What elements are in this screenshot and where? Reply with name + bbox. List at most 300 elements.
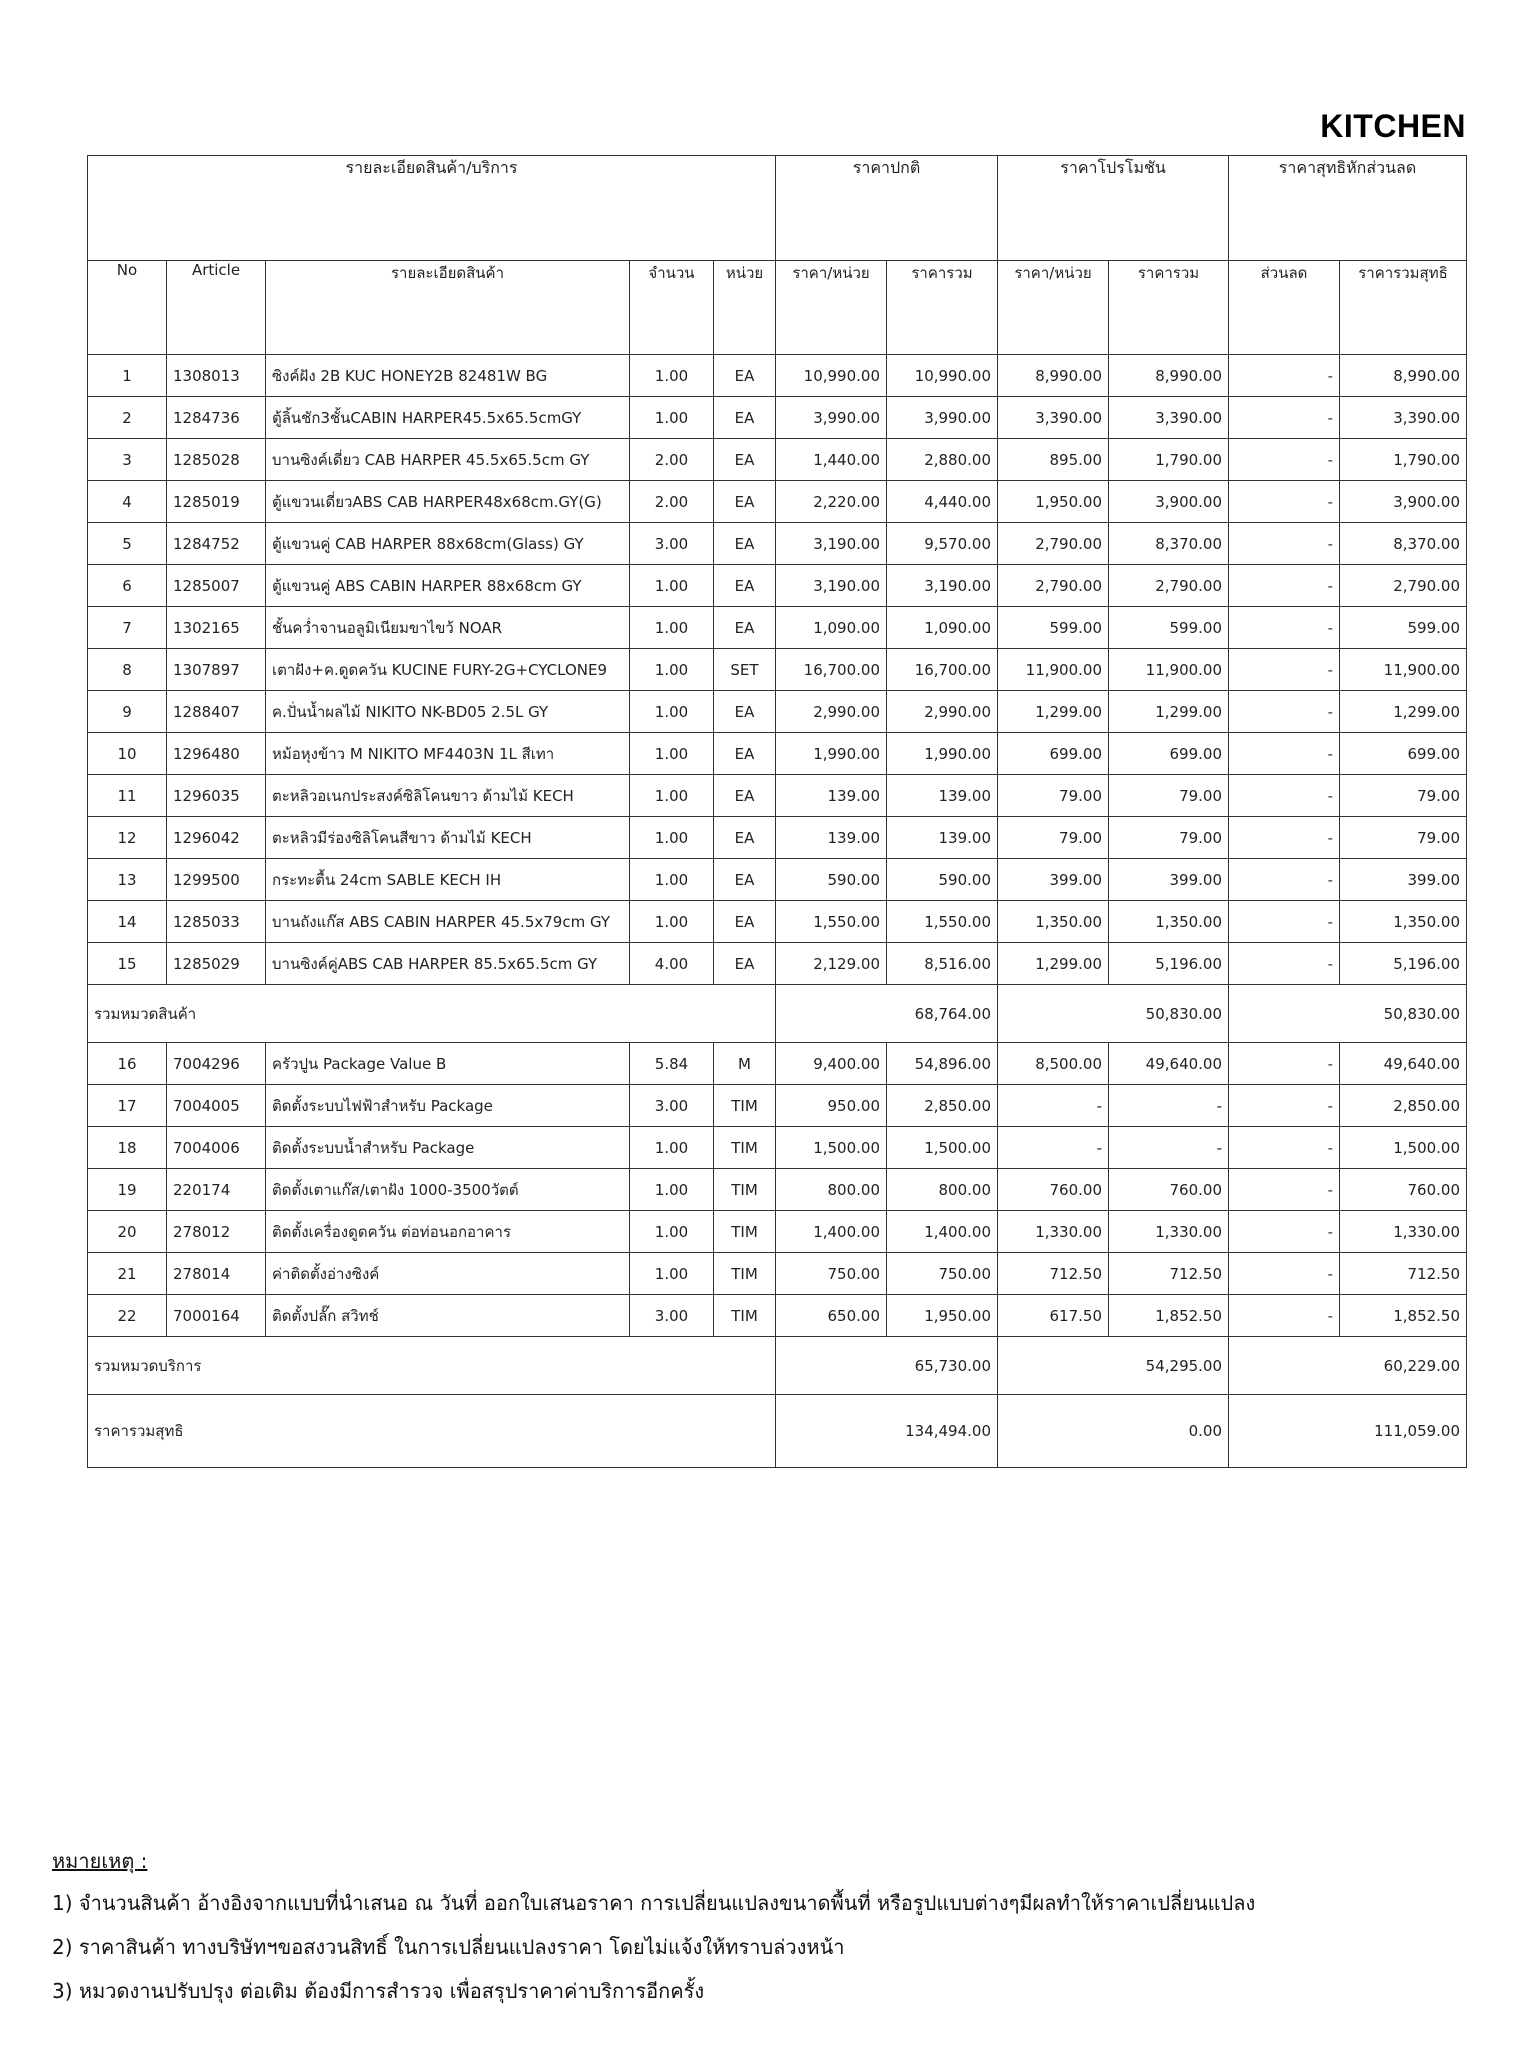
item-net-total: 760.00 bbox=[1340, 1169, 1467, 1211]
item-net-total: 712.50 bbox=[1340, 1253, 1467, 1295]
item-article: 1299500 bbox=[167, 859, 266, 901]
item-net-total: 11,900.00 bbox=[1340, 649, 1467, 691]
table-row bbox=[88, 691, 1467, 733]
item-net-total: 79.00 bbox=[1340, 775, 1467, 817]
item-total: 4,440.00 bbox=[887, 481, 998, 523]
services-subtotal-net: 60,229.00 bbox=[1229, 1337, 1467, 1395]
services-subtotal-row bbox=[88, 1337, 1467, 1395]
item-unit-price: 2,129.00 bbox=[776, 943, 887, 985]
item-promo-unit-price: 895.00 bbox=[998, 439, 1109, 481]
grand-total-row bbox=[88, 1395, 1467, 1468]
services-subtotal-label: รวมหมวดบริการ bbox=[88, 1337, 776, 1395]
grand-total-promo-total: 0.00 bbox=[998, 1395, 1229, 1468]
item-total: 139.00 bbox=[887, 775, 998, 817]
note-line: 1) จำนวนสินค้า อ้างอิงจากแบบที่นำเสนอ ณ วันที่ ออกใบเสนอราคา การเปลี่ยนแปลงขนาดพื้นที่ หรือรูปแบบต่างๆมีผลทำให้ราคาเปลี่ยนแปลง bbox=[52, 1891, 1256, 1915]
item-discount: - bbox=[1229, 1085, 1340, 1127]
item-unit-price: 139.00 bbox=[776, 817, 887, 859]
table-row bbox=[88, 523, 1467, 565]
item-promo-unit-price: 3,390.00 bbox=[998, 397, 1109, 439]
item-net-total: 5,196.00 bbox=[1340, 943, 1467, 985]
item-unit: EA bbox=[714, 565, 776, 607]
services-section bbox=[88, 1043, 1467, 1337]
item-qty: 1.00 bbox=[630, 691, 714, 733]
notes-title: หมายเหตุ : bbox=[52, 1849, 148, 1873]
item-unit: EA bbox=[714, 523, 776, 565]
item-no: 9 bbox=[88, 691, 167, 733]
item-net-total: 1,330.00 bbox=[1340, 1211, 1467, 1253]
item-qty: 4.00 bbox=[630, 943, 714, 985]
item-unit: EA bbox=[714, 607, 776, 649]
item-total: 2,850.00 bbox=[887, 1085, 998, 1127]
item-no: 17 bbox=[88, 1085, 167, 1127]
item-qty: 1.00 bbox=[630, 817, 714, 859]
item-total: 750.00 bbox=[887, 1253, 998, 1295]
item-description: ตู้แขวนเดี่ยวABS CAB HARPER48x68cm.GY(G) bbox=[266, 481, 630, 523]
services-subtotal-total: 65,730.00 bbox=[776, 1337, 998, 1395]
item-discount: - bbox=[1229, 817, 1340, 859]
item-total: 54,896.00 bbox=[887, 1043, 998, 1085]
item-qty: 1.00 bbox=[630, 775, 714, 817]
products-subtotal-row bbox=[88, 985, 1467, 1043]
item-net-total: 1,500.00 bbox=[1340, 1127, 1467, 1169]
item-promo-unit-price: - bbox=[998, 1127, 1109, 1169]
table-row bbox=[88, 1127, 1467, 1169]
item-description: ค.ปั่นน้ำผลไม้ NIKITO NK-BD05 2.5L GY bbox=[266, 691, 630, 733]
totals-section bbox=[88, 1337, 1467, 1468]
item-article: 220174 bbox=[167, 1169, 266, 1211]
item-qty: 1.00 bbox=[630, 649, 714, 691]
item-net-total: 399.00 bbox=[1340, 859, 1467, 901]
item-unit: TIM bbox=[714, 1253, 776, 1295]
item-total: 8,516.00 bbox=[887, 943, 998, 985]
item-promo-unit-price: 1,299.00 bbox=[998, 691, 1109, 733]
item-promo-unit-price: 617.50 bbox=[998, 1295, 1109, 1337]
note-line: 3) หมวดงานปรับปรุง ต่อเติม ต้องมีการสำรวจ เพื่อสรุปราคาค่าบริการอีกครั้ง bbox=[52, 1979, 705, 2003]
item-discount: - bbox=[1229, 1211, 1340, 1253]
item-qty: 1.00 bbox=[630, 901, 714, 943]
item-net-total: 2,850.00 bbox=[1340, 1085, 1467, 1127]
header-column-row bbox=[88, 261, 1467, 355]
item-unit: TIM bbox=[714, 1169, 776, 1211]
item-total: 1,950.00 bbox=[887, 1295, 998, 1337]
item-total: 2,880.00 bbox=[887, 439, 998, 481]
item-promo-total: - bbox=[1109, 1127, 1229, 1169]
item-discount: - bbox=[1229, 355, 1340, 397]
item-discount: - bbox=[1229, 1127, 1340, 1169]
item-promo-total: 1,852.50 bbox=[1109, 1295, 1229, 1337]
item-article: 1284752 bbox=[167, 523, 266, 565]
item-discount: - bbox=[1229, 1253, 1340, 1295]
header-discount: ส่วนลด bbox=[1229, 261, 1340, 355]
item-qty: 1.00 bbox=[630, 859, 714, 901]
item-article: 1285029 bbox=[167, 943, 266, 985]
item-no: 15 bbox=[88, 943, 167, 985]
item-unit-price: 3,190.00 bbox=[776, 565, 887, 607]
item-net-total: 699.00 bbox=[1340, 733, 1467, 775]
item-discount: - bbox=[1229, 943, 1340, 985]
item-no: 7 bbox=[88, 607, 167, 649]
item-no: 22 bbox=[88, 1295, 167, 1337]
item-no: 11 bbox=[88, 775, 167, 817]
item-no: 4 bbox=[88, 481, 167, 523]
item-qty: 1.00 bbox=[630, 733, 714, 775]
item-no: 6 bbox=[88, 565, 167, 607]
item-qty: 1.00 bbox=[630, 1127, 714, 1169]
item-unit: EA bbox=[714, 817, 776, 859]
item-promo-total: 1,330.00 bbox=[1109, 1211, 1229, 1253]
header-promo-total: ราคารวม bbox=[1109, 261, 1229, 355]
item-description: หม้อหุงข้าว M NIKITO MF4403N 1L สีเทา bbox=[266, 733, 630, 775]
page-title: KITCHEN bbox=[1320, 108, 1466, 144]
item-unit: TIM bbox=[714, 1127, 776, 1169]
header-group-regular: ราคาปกติ bbox=[776, 156, 998, 261]
item-no: 8 bbox=[88, 649, 167, 691]
services-subtotal-promo-total: 54,295.00 bbox=[998, 1337, 1229, 1395]
grand-total-net: 111,059.00 bbox=[1229, 1395, 1467, 1468]
table-row bbox=[88, 439, 1467, 481]
table-row bbox=[88, 1085, 1467, 1127]
item-qty: 3.00 bbox=[630, 1295, 714, 1337]
item-unit-price: 650.00 bbox=[776, 1295, 887, 1337]
item-unit: EA bbox=[714, 733, 776, 775]
item-promo-total: 3,390.00 bbox=[1109, 397, 1229, 439]
item-promo-unit-price: 1,330.00 bbox=[998, 1211, 1109, 1253]
table-row bbox=[88, 859, 1467, 901]
item-article: 1285033 bbox=[167, 901, 266, 943]
item-no: 21 bbox=[88, 1253, 167, 1295]
item-description: ค่าติดตั้งอ่างซิงค์ bbox=[266, 1253, 630, 1295]
item-description: ครัวปูน Package Value B bbox=[266, 1043, 630, 1085]
item-net-total: 79.00 bbox=[1340, 817, 1467, 859]
item-promo-total: 1,350.00 bbox=[1109, 901, 1229, 943]
item-description: บานถังแก๊ส ABS CABIN HARPER 45.5x79cm GY bbox=[266, 901, 630, 943]
header-group-net: ราคาสุทธิหักส่วนลด bbox=[1229, 156, 1467, 261]
header-article: Article bbox=[167, 261, 266, 355]
item-article: 1296035 bbox=[167, 775, 266, 817]
item-description: ตู้ลิ้นชัก3ชั้นCABIN HARPER45.5x65.5cmGY bbox=[266, 397, 630, 439]
item-article: 7004005 bbox=[167, 1085, 266, 1127]
item-unit: EA bbox=[714, 775, 776, 817]
item-discount: - bbox=[1229, 481, 1340, 523]
table-row bbox=[88, 901, 1467, 943]
item-promo-total: 8,990.00 bbox=[1109, 355, 1229, 397]
item-discount: - bbox=[1229, 859, 1340, 901]
item-unit-price: 16,700.00 bbox=[776, 649, 887, 691]
item-description: ติดตั้งระบบน้ำสำหรับ Package bbox=[266, 1127, 630, 1169]
item-no: 18 bbox=[88, 1127, 167, 1169]
table-row bbox=[88, 481, 1467, 523]
header-net-total: ราคารวมสุทธิ bbox=[1340, 261, 1467, 355]
item-article: 1308013 bbox=[167, 355, 266, 397]
item-unit-price: 2,990.00 bbox=[776, 691, 887, 733]
item-promo-unit-price: 79.00 bbox=[998, 775, 1109, 817]
item-article: 7004296 bbox=[167, 1043, 266, 1085]
item-no: 3 bbox=[88, 439, 167, 481]
item-promo-total: 2,790.00 bbox=[1109, 565, 1229, 607]
item-discount: - bbox=[1229, 901, 1340, 943]
item-qty: 1.00 bbox=[630, 607, 714, 649]
item-description: บานซิงค์เดี่ยว CAB HARPER 45.5x65.5cm GY bbox=[266, 439, 630, 481]
item-description: เตาฝัง+ค.ดูดควัน KUCINE FURY-2G+CYCLONE9 bbox=[266, 649, 630, 691]
item-net-total: 599.00 bbox=[1340, 607, 1467, 649]
item-promo-total: 760.00 bbox=[1109, 1169, 1229, 1211]
table-row bbox=[88, 355, 1467, 397]
item-unit-price: 950.00 bbox=[776, 1085, 887, 1127]
item-unit-price: 3,190.00 bbox=[776, 523, 887, 565]
item-description: ติดตั้งเครื่องดูดควัน ต่อท่อนอกอาคาร bbox=[266, 1211, 630, 1253]
item-unit: EA bbox=[714, 439, 776, 481]
item-total: 1,090.00 bbox=[887, 607, 998, 649]
item-qty: 5.84 bbox=[630, 1043, 714, 1085]
item-unit: M bbox=[714, 1043, 776, 1085]
item-net-total: 49,640.00 bbox=[1340, 1043, 1467, 1085]
item-total: 590.00 bbox=[887, 859, 998, 901]
item-article: 7004006 bbox=[167, 1127, 266, 1169]
grand-total-total: 134,494.00 bbox=[776, 1395, 998, 1468]
item-unit-price: 2,220.00 bbox=[776, 481, 887, 523]
item-net-total: 1,299.00 bbox=[1340, 691, 1467, 733]
item-no: 5 bbox=[88, 523, 167, 565]
item-promo-unit-price: 8,500.00 bbox=[998, 1043, 1109, 1085]
item-promo-unit-price: 1,350.00 bbox=[998, 901, 1109, 943]
table-row bbox=[88, 565, 1467, 607]
item-net-total: 1,790.00 bbox=[1340, 439, 1467, 481]
item-no: 13 bbox=[88, 859, 167, 901]
item-promo-unit-price: - bbox=[998, 1085, 1109, 1127]
item-total: 800.00 bbox=[887, 1169, 998, 1211]
header-no: No bbox=[88, 261, 167, 355]
header-unit-price: ราคา/หน่วย bbox=[776, 261, 887, 355]
item-discount: - bbox=[1229, 649, 1340, 691]
item-promo-total: 3,900.00 bbox=[1109, 481, 1229, 523]
products-subtotal-section bbox=[88, 985, 1467, 1043]
item-discount: - bbox=[1229, 775, 1340, 817]
item-article: 1296480 bbox=[167, 733, 266, 775]
item-qty: 3.00 bbox=[630, 523, 714, 565]
notes-section bbox=[52, 1845, 1492, 2019]
item-net-total: 1,852.50 bbox=[1340, 1295, 1467, 1337]
item-total: 2,990.00 bbox=[887, 691, 998, 733]
item-discount: - bbox=[1229, 1295, 1340, 1337]
item-total: 10,990.00 bbox=[887, 355, 998, 397]
item-description: ตู้แขวนคู่ CAB HARPER 88x68cm(Glass) GY bbox=[266, 523, 630, 565]
item-promo-unit-price: 760.00 bbox=[998, 1169, 1109, 1211]
item-total: 139.00 bbox=[887, 817, 998, 859]
item-total: 1,400.00 bbox=[887, 1211, 998, 1253]
item-unit-price: 1,090.00 bbox=[776, 607, 887, 649]
quotation-table bbox=[87, 155, 1467, 1468]
item-net-total: 3,390.00 bbox=[1340, 397, 1467, 439]
item-unit-price: 800.00 bbox=[776, 1169, 887, 1211]
item-promo-total: 5,196.00 bbox=[1109, 943, 1229, 985]
item-qty: 1.00 bbox=[630, 1253, 714, 1295]
item-total: 1,550.00 bbox=[887, 901, 998, 943]
table-row bbox=[88, 775, 1467, 817]
item-description: ซิงค์ฝัง 2B KUC HONEY2B 82481W BG bbox=[266, 355, 630, 397]
products-subtotal-net: 50,830.00 bbox=[1229, 985, 1467, 1043]
item-net-total: 3,900.00 bbox=[1340, 481, 1467, 523]
item-total: 3,190.00 bbox=[887, 565, 998, 607]
item-promo-unit-price: 2,790.00 bbox=[998, 523, 1109, 565]
item-promo-unit-price: 1,950.00 bbox=[998, 481, 1109, 523]
item-promo-unit-price: 1,299.00 bbox=[998, 943, 1109, 985]
item-unit-price: 139.00 bbox=[776, 775, 887, 817]
item-promo-unit-price: 79.00 bbox=[998, 817, 1109, 859]
item-description: ชั้นคว่ำจานอลูมิเนียมขาไขว้ NOAR bbox=[266, 607, 630, 649]
item-total: 3,990.00 bbox=[887, 397, 998, 439]
item-unit: TIM bbox=[714, 1211, 776, 1253]
item-total: 1,500.00 bbox=[887, 1127, 998, 1169]
table-row bbox=[88, 397, 1467, 439]
item-discount: - bbox=[1229, 523, 1340, 565]
item-qty: 3.00 bbox=[630, 1085, 714, 1127]
item-description: ติดตั้งระบบไฟฟ้าสำหรับ Package bbox=[266, 1085, 630, 1127]
table-row bbox=[88, 1043, 1467, 1085]
item-promo-total: 8,370.00 bbox=[1109, 523, 1229, 565]
item-unit-price: 750.00 bbox=[776, 1253, 887, 1295]
item-article: 278012 bbox=[167, 1211, 266, 1253]
item-net-total: 2,790.00 bbox=[1340, 565, 1467, 607]
item-discount: - bbox=[1229, 439, 1340, 481]
item-unit: EA bbox=[714, 859, 776, 901]
item-net-total: 8,990.00 bbox=[1340, 355, 1467, 397]
item-discount: - bbox=[1229, 607, 1340, 649]
item-unit: TIM bbox=[714, 1295, 776, 1337]
item-discount: - bbox=[1229, 733, 1340, 775]
item-article: 1307897 bbox=[167, 649, 266, 691]
item-net-total: 8,370.00 bbox=[1340, 523, 1467, 565]
item-unit-price: 1,400.00 bbox=[776, 1211, 887, 1253]
item-promo-total: 599.00 bbox=[1109, 607, 1229, 649]
item-article: 1302165 bbox=[167, 607, 266, 649]
grand-total-label: ราคารวมสุทธิ bbox=[88, 1395, 776, 1468]
item-qty: 2.00 bbox=[630, 481, 714, 523]
item-promo-unit-price: 11,900.00 bbox=[998, 649, 1109, 691]
item-unit-price: 590.00 bbox=[776, 859, 887, 901]
table-row bbox=[88, 817, 1467, 859]
item-unit: EA bbox=[714, 943, 776, 985]
header-qty: จำนวน bbox=[630, 261, 714, 355]
header-total: ราคารวม bbox=[887, 261, 998, 355]
products-subtotal-label: รวมหมวดสินค้า bbox=[88, 985, 776, 1043]
item-unit-price: 1,990.00 bbox=[776, 733, 887, 775]
item-no: 2 bbox=[88, 397, 167, 439]
item-no: 12 bbox=[88, 817, 167, 859]
item-promo-total: 1,299.00 bbox=[1109, 691, 1229, 733]
item-unit: EA bbox=[714, 901, 776, 943]
item-promo-total: 399.00 bbox=[1109, 859, 1229, 901]
item-promo-total: - bbox=[1109, 1085, 1229, 1127]
item-no: 20 bbox=[88, 1211, 167, 1253]
item-unit-price: 1,550.00 bbox=[776, 901, 887, 943]
item-article: 1285007 bbox=[167, 565, 266, 607]
item-promo-unit-price: 699.00 bbox=[998, 733, 1109, 775]
products-subtotal-promo-total: 50,830.00 bbox=[998, 985, 1229, 1043]
item-description: บานซิงค์คู่ABS CAB HARPER 85.5x65.5cm GY bbox=[266, 943, 630, 985]
table-row bbox=[88, 649, 1467, 691]
item-qty: 1.00 bbox=[630, 397, 714, 439]
table-row bbox=[88, 733, 1467, 775]
item-promo-unit-price: 8,990.00 bbox=[998, 355, 1109, 397]
item-article: 1284736 bbox=[167, 397, 266, 439]
item-qty: 1.00 bbox=[630, 1169, 714, 1211]
item-promo-total: 11,900.00 bbox=[1109, 649, 1229, 691]
item-description: ติดตั้งปลั๊ก สวิทช์ bbox=[266, 1295, 630, 1337]
item-qty: 1.00 bbox=[630, 565, 714, 607]
products-subtotal-total: 68,764.00 bbox=[776, 985, 998, 1043]
table-row bbox=[88, 607, 1467, 649]
item-total: 1,990.00 bbox=[887, 733, 998, 775]
item-no: 19 bbox=[88, 1169, 167, 1211]
table-row bbox=[88, 1169, 1467, 1211]
item-discount: - bbox=[1229, 397, 1340, 439]
products-section bbox=[88, 355, 1467, 985]
item-promo-unit-price: 599.00 bbox=[998, 607, 1109, 649]
item-description: ตะหลิวอเนกประสงค์ซิลิโคนขาว ด้ามไม้ KECH bbox=[266, 775, 630, 817]
item-qty: 1.00 bbox=[630, 1211, 714, 1253]
item-promo-unit-price: 712.50 bbox=[998, 1253, 1109, 1295]
item-promo-total: 712.50 bbox=[1109, 1253, 1229, 1295]
item-promo-total: 699.00 bbox=[1109, 733, 1229, 775]
item-promo-unit-price: 399.00 bbox=[998, 859, 1109, 901]
item-description: กระทะตื้น 24cm SABLE KECH IH bbox=[266, 859, 630, 901]
item-no: 1 bbox=[88, 355, 167, 397]
header-group-detail: รายละเอียดสินค้า/บริการ bbox=[88, 156, 776, 261]
table-row bbox=[88, 1295, 1467, 1337]
item-unit-price: 9,400.00 bbox=[776, 1043, 887, 1085]
item-no: 14 bbox=[88, 901, 167, 943]
item-no: 10 bbox=[88, 733, 167, 775]
item-description: ติดตั้งเตาแก๊ส/เตาฝัง 1000-3500วัตต์ bbox=[266, 1169, 630, 1211]
item-qty: 1.00 bbox=[630, 355, 714, 397]
item-discount: - bbox=[1229, 691, 1340, 733]
item-unit: SET bbox=[714, 649, 776, 691]
item-promo-total: 1,790.00 bbox=[1109, 439, 1229, 481]
note-line: 2) ราคาสินค้า ทางบริษัทฯขอสงวนสิทธิ์ ในการเปลี่ยนแปลงราคา โดยไม่แจ้งให้ทราบล่วงหน้า bbox=[52, 1935, 845, 1959]
item-description: ตะหลิวมีร่องซิลิโคนสีขาว ด้ามไม้ KECH bbox=[266, 817, 630, 859]
item-unit: EA bbox=[714, 397, 776, 439]
item-discount: - bbox=[1229, 1043, 1340, 1085]
item-unit-price: 1,440.00 bbox=[776, 439, 887, 481]
item-promo-total: 79.00 bbox=[1109, 817, 1229, 859]
item-unit: EA bbox=[714, 481, 776, 523]
item-total: 16,700.00 bbox=[887, 649, 998, 691]
item-discount: - bbox=[1229, 1169, 1340, 1211]
item-promo-total: 79.00 bbox=[1109, 775, 1229, 817]
item-article: 7000164 bbox=[167, 1295, 266, 1337]
item-unit-price: 1,500.00 bbox=[776, 1127, 887, 1169]
header-group-row bbox=[88, 156, 1467, 261]
item-article: 1285019 bbox=[167, 481, 266, 523]
header-description: รายละเอียดสินค้า bbox=[266, 261, 630, 355]
table-row bbox=[88, 943, 1467, 985]
header-promo-unit-price: ราคา/หน่วย bbox=[998, 261, 1109, 355]
item-unit: EA bbox=[714, 691, 776, 733]
item-article: 1285028 bbox=[167, 439, 266, 481]
item-unit-price: 3,990.00 bbox=[776, 397, 887, 439]
table-row bbox=[88, 1253, 1467, 1295]
item-unit: TIM bbox=[714, 1085, 776, 1127]
item-total: 9,570.00 bbox=[887, 523, 998, 565]
item-unit-price: 10,990.00 bbox=[776, 355, 887, 397]
item-promo-unit-price: 2,790.00 bbox=[998, 565, 1109, 607]
item-qty: 2.00 bbox=[630, 439, 714, 481]
item-article: 1296042 bbox=[167, 817, 266, 859]
item-article: 278014 bbox=[167, 1253, 266, 1295]
item-promo-total: 49,640.00 bbox=[1109, 1043, 1229, 1085]
item-no: 16 bbox=[88, 1043, 167, 1085]
item-article: 1288407 bbox=[167, 691, 266, 733]
